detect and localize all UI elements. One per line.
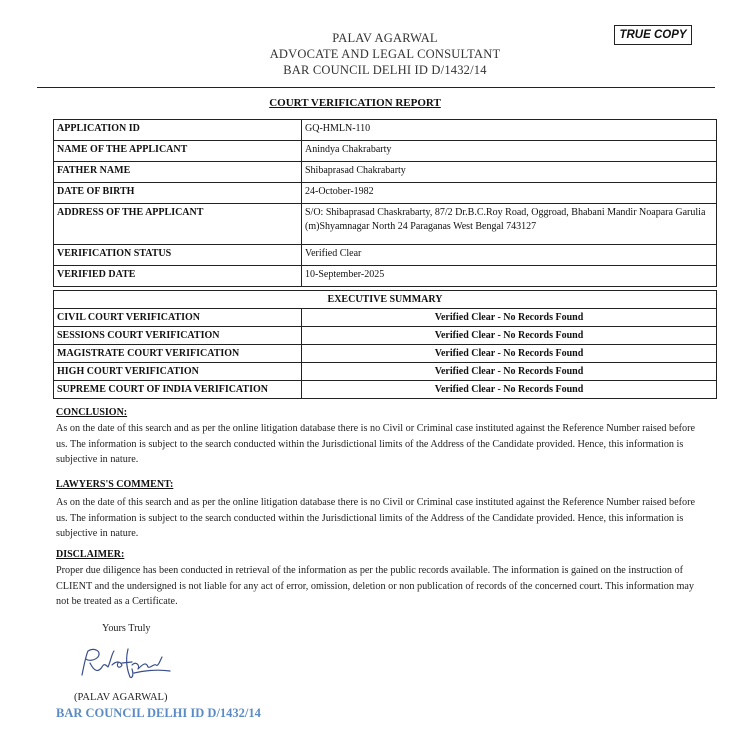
row-label: FATHER NAME	[54, 162, 302, 183]
row-value: GQ-HMLN-110	[302, 120, 717, 141]
table-row	[54, 266, 717, 287]
table-row	[54, 309, 717, 327]
lawyers-comment-text: As on the date of this search and as per the online litigation database there is no Civil or Criminal case instituted against the Reference Number raised before us. The information is subject to the search conducted within the Jurisdictional limits of the Address of the Candidate provided. Hence, this information is subjective in nature.	[56, 497, 696, 539]
table-row	[54, 120, 717, 141]
row-label: DATE OF BIRTH	[54, 183, 302, 204]
table-row	[54, 291, 717, 309]
handwritten-signature	[76, 643, 176, 688]
table-row	[54, 141, 717, 162]
row-label: APPLICATION ID	[54, 120, 302, 141]
row-label: VERIFICATION STATUS	[54, 245, 302, 266]
row-value: Verified Clear - No Records Found	[302, 309, 717, 327]
row-label: HIGH COURT VERIFICATION	[54, 363, 302, 381]
row-label: SESSIONS COURT VERIFICATION	[54, 327, 302, 345]
row-label: MAGISTRATE COURT VERIFICATION	[54, 345, 302, 363]
table-row	[54, 183, 717, 204]
row-value: Verified Clear	[302, 245, 717, 266]
conclusion-heading: CONCLUSION:	[56, 407, 128, 418]
disclaimer-heading: DISCLAIMER:	[56, 549, 125, 560]
row-value: Anindya Chakrabarty	[302, 141, 717, 162]
table-row	[54, 381, 717, 399]
lawyers-comment-heading: LAWYERS'S COMMENT:	[56, 479, 174, 490]
disclaimer-text: Proper due diligence has been conducted in retrieval of the information as per the public records available. The information is gained on the instruction of CLIENT and the undersigned is not liable for any act of error, omission, deletion or non publication of records of the concerned court. This information may not be treated as a Certificate.	[56, 565, 695, 607]
row-value: Verified Clear - No Records Found	[302, 363, 717, 381]
row-value: Verified Clear - No Records Found	[302, 327, 717, 345]
row-label: NAME OF THE APPLICANT	[54, 141, 302, 162]
row-label: VERIFIED DATE	[54, 266, 302, 287]
advocate-name: PALAV AGARWAL	[332, 31, 438, 45]
applicant-details-table	[53, 119, 717, 287]
executive-summary-table	[53, 290, 717, 399]
row-value: Verified Clear - No Records Found	[302, 381, 717, 399]
row-value: S/O: Shibaprasad Chaskrabarty, 87/2 Dr.B.C.Roy Road, Oggroad, Bhabani Mandir Noapara Garulia (m)Shyamnagar North 24 Paraganas West Bengal 743127	[302, 204, 717, 245]
table-row	[54, 162, 717, 183]
bar-council-id: BAR COUNCIL DELHI ID D/1432/14	[283, 63, 487, 77]
signatory-name: (PALAV AGARWAL)	[74, 692, 168, 703]
header-divider	[37, 87, 715, 88]
row-value: Shibaprasad Chakrabarty	[302, 162, 717, 183]
row-value: Verified Clear - No Records Found	[302, 345, 717, 363]
closing-salutation: Yours Truly	[102, 623, 151, 634]
row-value: 24-October-1982	[302, 183, 717, 204]
table-row	[54, 363, 717, 381]
table-row	[54, 204, 717, 245]
report-title: COURT VERIFICATION REPORT	[269, 97, 441, 109]
summary-heading: EXECUTIVE SUMMARY	[54, 291, 717, 309]
footer-bar-council-id: BAR COUNCIL DELHI ID D/1432/14	[56, 706, 261, 720]
row-label: SUPREME COURT OF INDIA VERIFICATION	[54, 381, 302, 399]
true-copy-stamp: TRUE COPY	[614, 25, 692, 45]
row-label: ADDRESS OF THE APPLICANT	[54, 204, 302, 245]
row-label: CIVIL COURT VERIFICATION	[54, 309, 302, 327]
table-row	[54, 327, 717, 345]
row-value: 10-September-2025	[302, 266, 717, 287]
table-row	[54, 245, 717, 266]
conclusion-text: As on the date of this search and as per the online litigation database there is no Civil or Criminal case instituted against the Reference Number raised before us. The information is subject to the search conducted within the Jurisdictional limits of the Address of the Candidate provided. Hence, this information is subjective in nature.	[56, 423, 696, 465]
advocate-designation: ADVOCATE AND LEGAL CONSULTANT	[269, 47, 501, 61]
table-row	[54, 345, 717, 363]
